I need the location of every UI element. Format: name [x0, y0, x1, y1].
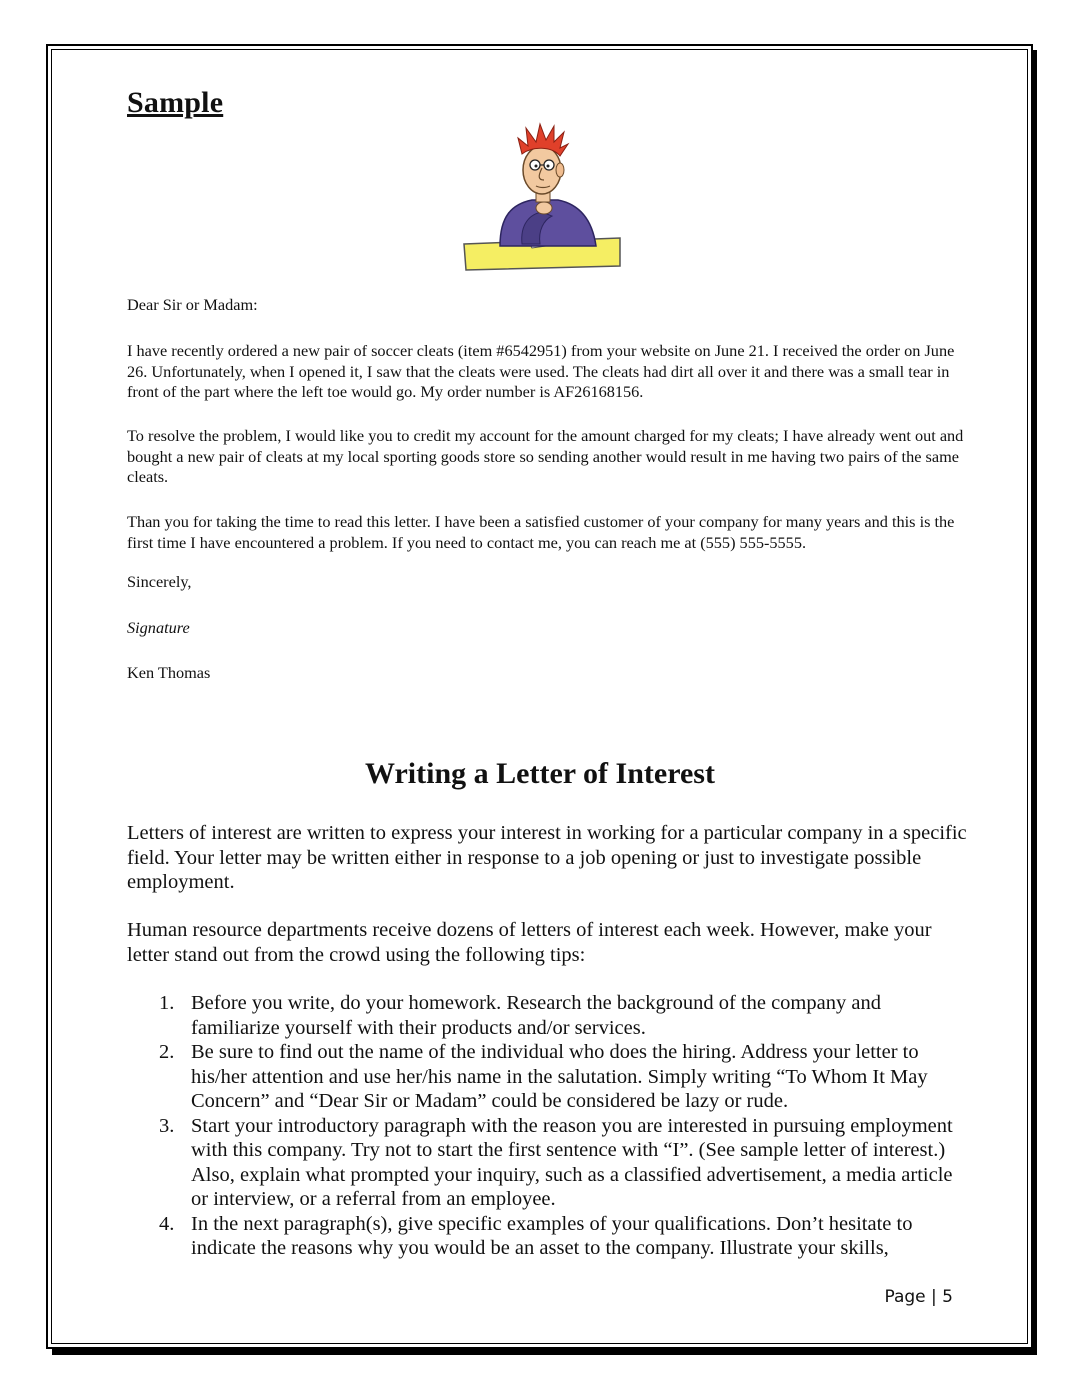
sample-heading: Sample: [127, 86, 224, 119]
tip-number: 2.: [159, 1041, 175, 1063]
tip-text: Start your introductory paragraph with the reason you are interested in pursuing employment with this company. Try not to start the first sentence with “I”. (See sample letter of interest.) Also, explain what prompted your inquiry, such as a classified advertisement, a media article or interview, or a referral from an employee.: [191, 1114, 953, 1210]
letter-paragraph-3: Than you for taking the time to read this letter. I have been a satisfied customer of your company for many years and this is the first time I have encountered a problem. If you need to contact me, you can reach me at (555) 555-5555.: [127, 512, 955, 552]
letter-sender-name: Ken Thomas: [127, 663, 211, 682]
tip-text: In the next paragraph(s), give specific examples of your qualifications. Don’t hesitate to indicate the reasons why you would be an asset to the company. Illustrate your skills,: [191, 1212, 913, 1259]
tip-item: [127, 991, 967, 1040]
tip-number: 4.: [159, 1212, 175, 1235]
letter-closing: Sincerely,: [127, 572, 192, 591]
tip-item: [127, 1040, 967, 1114]
tips-list: [127, 991, 967, 1261]
letter-paragraph-2: To resolve the problem, I would like you to credit my account for the amount charged for my cleats; I have already went out and bought a new pair of cleats at my local sporting goods store so sending another would result in me having two pairs of the same cleats.: [127, 426, 964, 486]
thinking-man-illustration: [460, 120, 626, 276]
letter-signature: Signature: [127, 618, 190, 637]
letter-paragraph-1: I have recently ordered a new pair of soccer cleats (item #6542951) from your website on June 21. I received the order on June 26. Unfortunately, when I opened it, I saw that the cleats were used. The cleats had dirt all over it and there was a small tear in front of the part where the left toe would go. My order number is AF26168156.: [127, 341, 955, 401]
tip-item: [127, 1114, 967, 1212]
page-border-shadow-bottom: [52, 1349, 1037, 1355]
tip-text: Before you write, do your homework. Research the background of the company and familiarize yourself with their products and/or services.: [191, 992, 881, 1039]
letter-salutation: Dear Sir or Madam:: [127, 295, 258, 314]
interest-paragraph-1: Letters of interest are written to express your interest in working for a particular company in a specific field. Your letter may be written either in response to a job opening or just to investigate possible employment.: [127, 822, 967, 893]
interest-heading: Writing a Letter of Interest: [365, 757, 715, 790]
tip-text: Be sure to find out the name of the individual who does the hiring. Address your letter to his/her attention and use her/his name in the salutation. Simply writing “To Whom It May Concern” and “Dear Sir or Madam” could be considered be lazy or rude.: [191, 1041, 928, 1112]
tip-number: 3.: [159, 1114, 175, 1137]
tip-item: [127, 1212, 967, 1261]
page-number: Page | 5: [884, 1287, 953, 1307]
interest-paragraph-2: Human resource departments receive dozens of letters of interest each week. However, make your letter stand out from the crowd using the following tips:: [127, 919, 932, 966]
tip-number: 1.: [159, 992, 175, 1014]
